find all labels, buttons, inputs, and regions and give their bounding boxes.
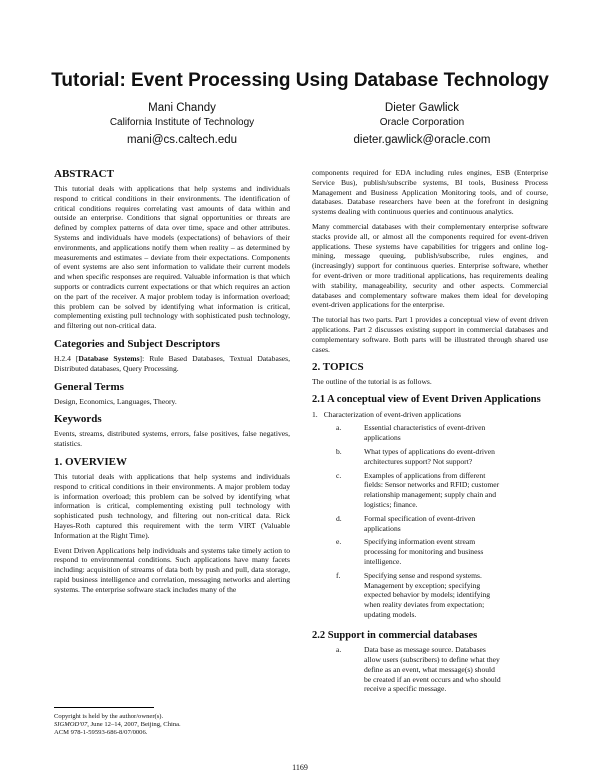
sub-list [312,645,548,694]
overview-paragraph-1: This tutorial deals with applications that help systems and individuals respond to critical conditions in their environments. A major problem today is information overload; this problem can be solved by identifying what information is critical, complementing existing pull technology with sophisticated push technology, and filtering out non-critical data. Rick Hayes-Roth captured this requirement with the term VIRT (Valuable Information at the Right Time). [54,471,290,540]
author-affiliation: California Institute of Technology [109,117,255,128]
categories-text: H.2.4 [Database Systems]: Rule Based Databases, Textual Databases, Distributed databases, Query Processing. [54,353,291,373]
outline-list [312,410,548,620]
abstract-text: This tutorial deals with applications that help systems and individuals respond to critical conditions in their environments. The identification of critical conditions requires correlating vast amounts of data within and outside an enterprise. Conditions that signal opportunities or threats are defined by complex patterns of data over time, space and other attributes. Systems and individuals have models (expectations) of behaviors of their environments, and applications notify them when reality – as determined by measurements and estimates – deviate from their expectations. Components of event systems are also sent information to validate their current models and when specific responses are required. Valuable information is that which supports or contradicts current expectations or that which requires an action on the part of the receiver. A major problem today is information overload; this problem can be solved by identifying what information is critical, complementing existing pull technology with sophisticated push technology, and filtering out non-critical data. [54,184,290,331]
list-item: e. Specifying information event stream processing for monitoring and business intelligence. [336,537,484,566]
keywords-heading: Keywords [54,413,102,426]
keywords-text: Events, streams, distributed systems, errors, false positives, false negatives, statistics. [54,429,290,449]
general-terms-text: Design, Economics, Languages, Theory. [54,396,177,406]
author-affiliation: Oracle Corporation [379,117,465,128]
overview-heading: 1. OVERVIEW [54,455,127,468]
list-item: 1. Characterization of event-driven applications [312,409,461,419]
author-name: Mani Chandy [148,102,216,114]
sub-list [312,423,548,619]
topics-heading: 2. TOPICS [312,361,364,374]
list-item: c. Examples of applications from different fields: Sensor networks and RFID; customer relationship management; supply chain and logistics; finance. [336,470,500,510]
abstract-heading: ABSTRACT [54,168,114,180]
copyright-line: Copyright is held by the author/owner(s). [54,713,164,720]
paper-title: Tutorial: Event Processing Using Database Technology [51,70,549,91]
author-email: mani@cs.caltech.edu [126,134,238,146]
topics-intro: The outline of the tutorial is as follows. [312,377,432,387]
overview-paragraph-2: Event Driven Applications help individuals and systems take timely action to respond to environmental conditions. Such applications have many facets including: acquisition of streams of data both by push and pull, data storage, rapid business intelligence and correlation, messaging networks and alerting systems. The enterprise software stack includes many of the [54,545,290,594]
page-number: 1169 [292,763,308,772]
categories-bold: Database Systems [78,353,140,363]
right-paragraph-1: components required for EDA including rules engines, ESB (Enterprise Service Bus), publish/subscribe systems, BI tools, Business Process Management and Business Application Monitoring tools, and of course, databases. Database researchers have been at the forefront in designing systems dealing with continuous queries and continuous analytics. [312,168,548,217]
acm-line: ACM 978-1-59593-686-8/07/0006. [54,729,148,736]
right-paragraph-3: The tutorial has two parts. Part 1 provides a conceptual view of event driven applications. Part 2 discusses existing support in commercial databases and complementary software. Both parts will be illustrated through shared use cases. [312,315,548,354]
list-item: f. Specifying sense and respond systems. Management by exception; specifying expected behavior by models; identifying when reality deviates from expectation; updating models. [336,570,491,619]
author-block-1 [62,102,302,146]
right-column [312,168,548,698]
list-item: b. What types of applications do event-driven architectures support? Not support? [336,447,495,466]
section-2-2-heading: 2.2 Support in commercial databases [312,629,478,641]
general-terms-heading: General Terms [54,380,124,393]
list-item: a. Data base as message source. Databases allow users (subscribers) to define what they define as an event, what message(s) should be created if an event occurs and who should receive a specific message. [336,645,501,694]
list-item: a. Essential characteristics of event-driven applications [336,423,486,443]
copyright-block [54,707,181,737]
venue-line: SIGMOD'07, June 12–14, 2007, Beijing, China. [54,721,181,728]
author-email: dieter.gawlick@oracle.com [353,134,491,146]
author-block-2 [302,102,542,146]
list-item: d. Formal specification of event-driven applications [336,513,476,533]
left-column [54,168,290,600]
section-2-1-heading: 2.1 A conceptual view of Event Driven Applications [312,394,541,406]
author-name: Dieter Gawlick [384,102,460,114]
categories-heading: Categories and Subject Descriptors [54,337,220,350]
right-paragraph-2: Many commercial databases with their complementary enterprise software stacks provide all, or almost all the components required for event-driven applications. These systems have capabilities for triggers and online log-mining, message queuing, publish/subscribe, rules engines, and (increasingly) support for continuous queries. Enterprise software, whether for event-driven or more traditional applications, has requirements dealing with stability, manageability, security and other aspects. Commercial databases and complementary software makes them ideal for developing event-driven applications for the enterprise. [312,221,548,310]
